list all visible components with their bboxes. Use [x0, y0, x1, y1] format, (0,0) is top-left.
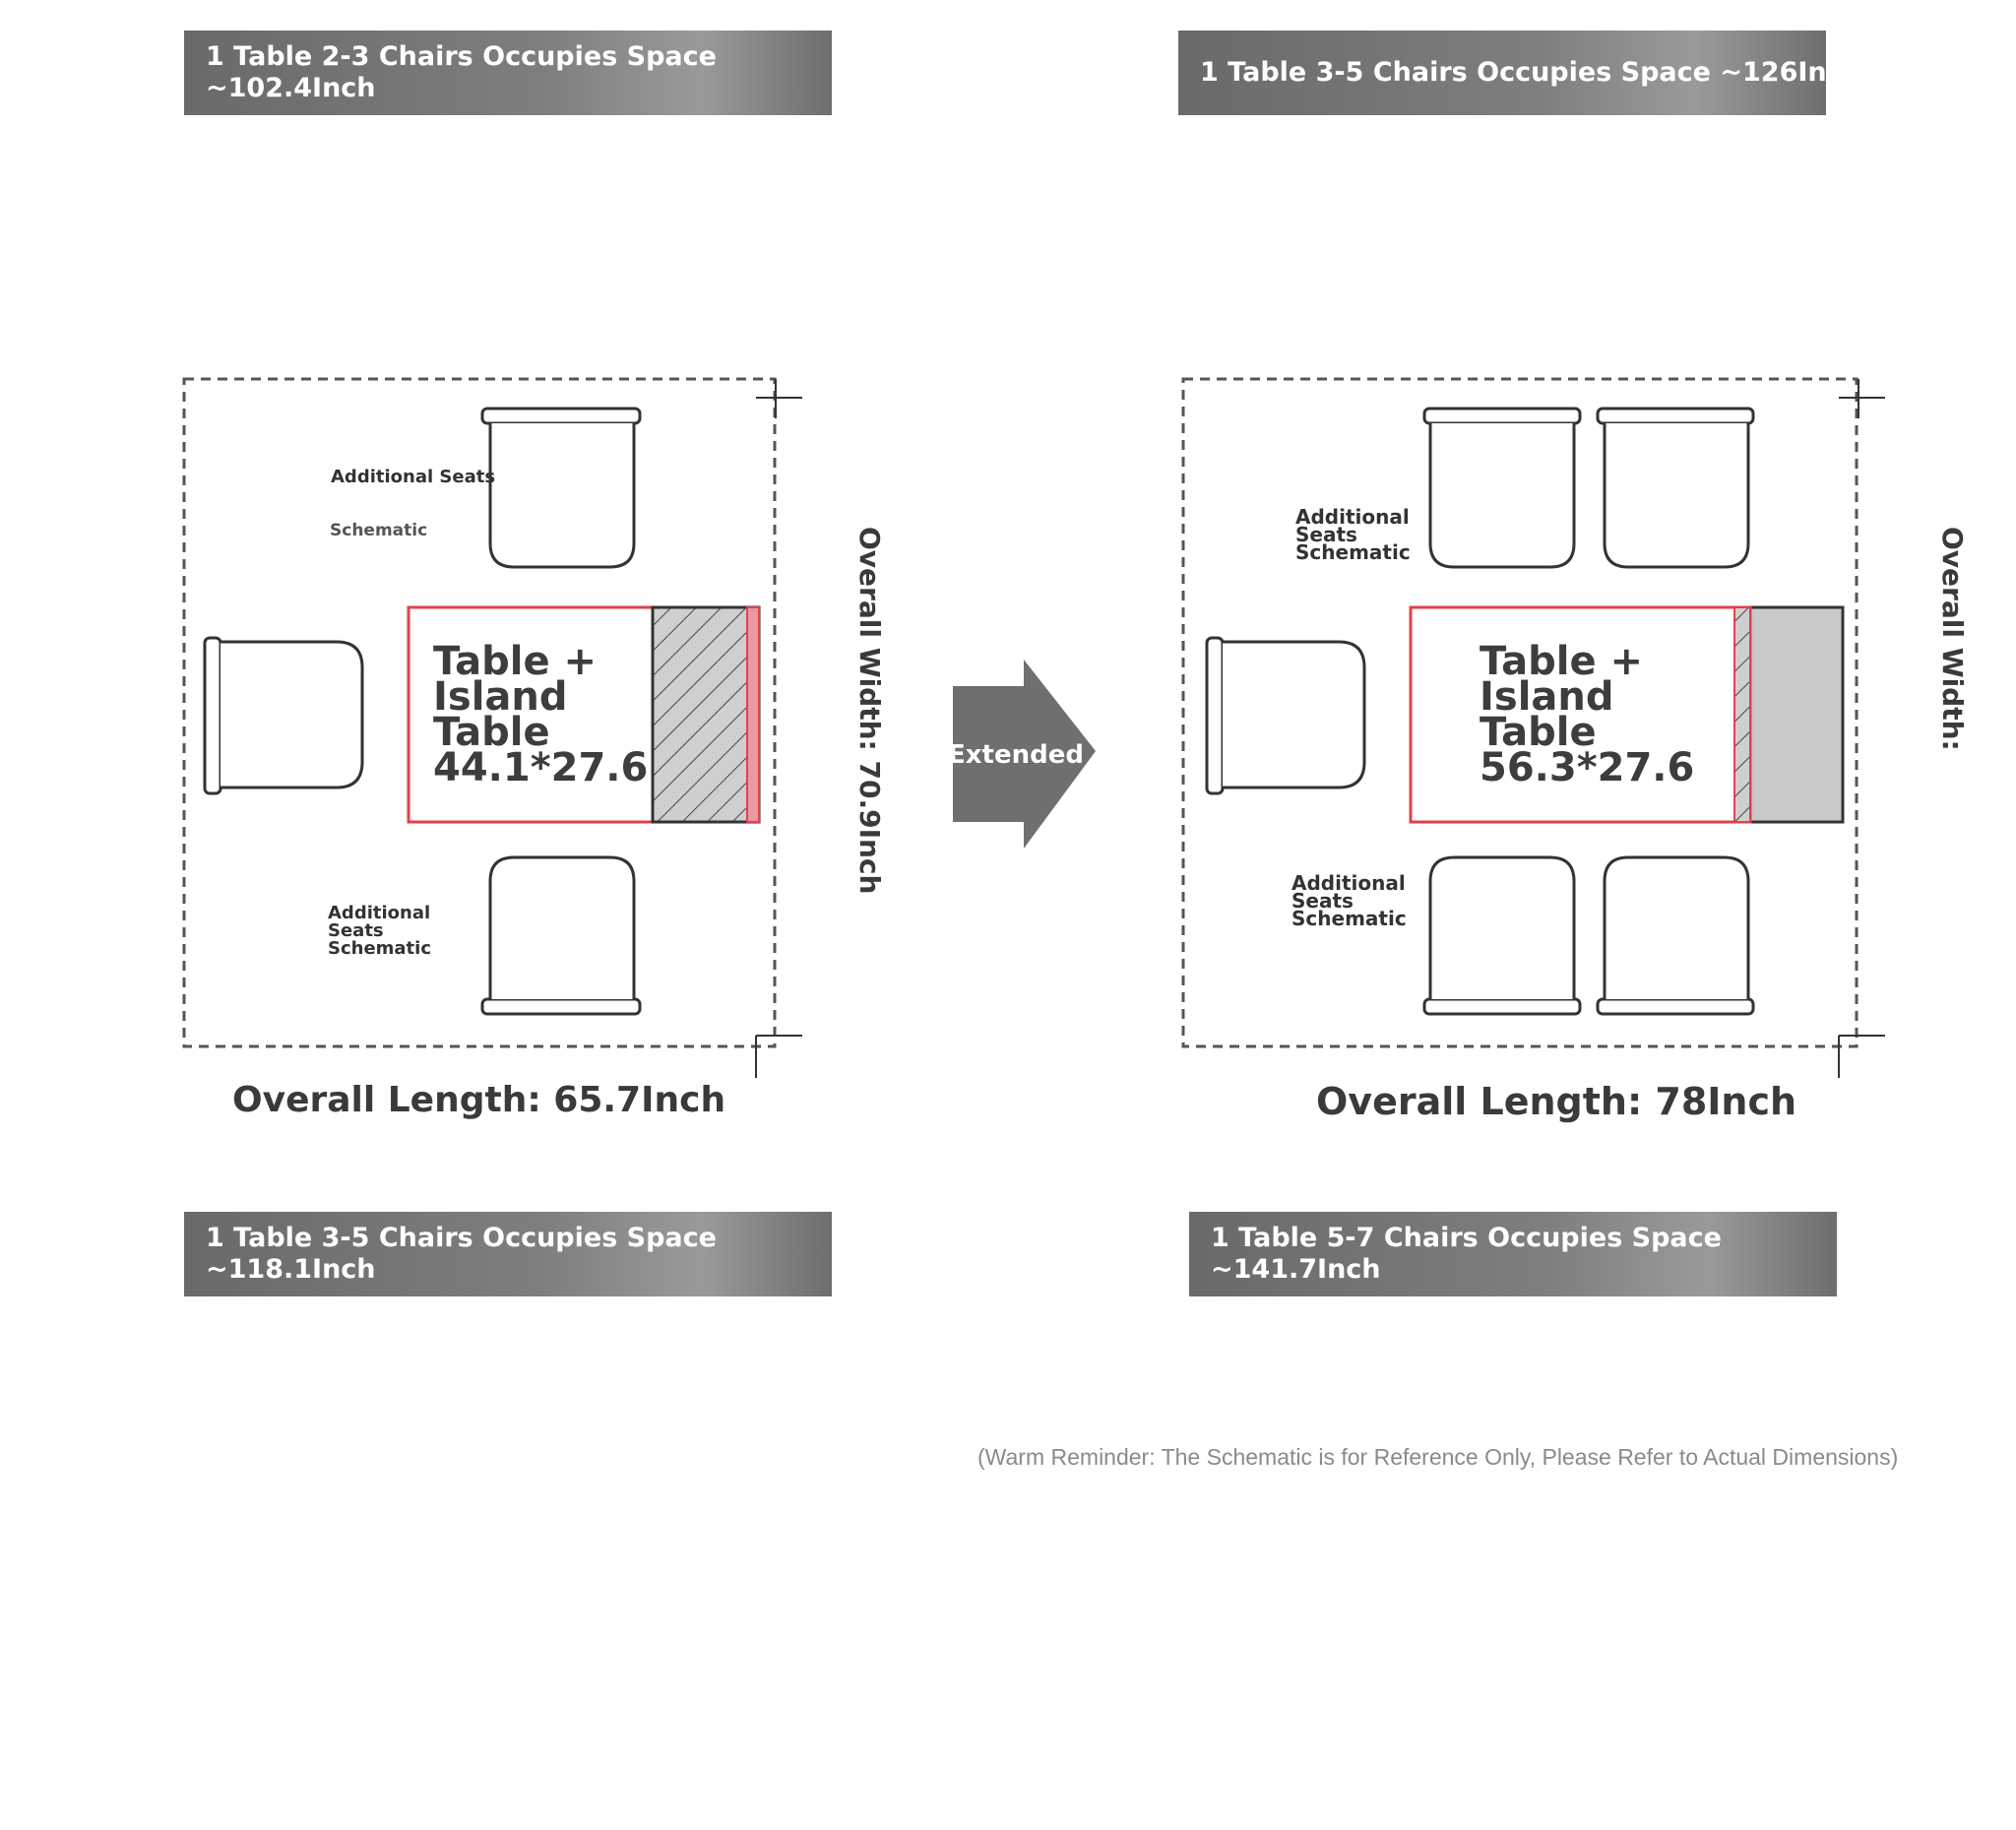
island-extension: [653, 607, 759, 822]
banner-line: ~141.7Inch: [1211, 1254, 1381, 1285]
banner-line: 1 Table 3-5 Chairs Occupies Space: [206, 1223, 717, 1253]
seat-label-bottom: Additional Seats Schematic: [1292, 871, 1407, 930]
chair-bottom-2: [1598, 857, 1753, 1014]
overall-length-label: Overall Length: 65.7Inch: [232, 1080, 726, 1120]
overall-width-label: Overall Width:: [1936, 527, 1969, 751]
chair-top-2: [1598, 409, 1753, 567]
chair-side: [1207, 638, 1364, 793]
chair-top-1: [1424, 409, 1580, 567]
table-label: Table + Island Table 56.3*27.6: [1480, 639, 1695, 790]
table-label: Table + Island Table 44.1*27.6: [433, 639, 649, 790]
dimension-tick: [756, 379, 802, 418]
island-edge: [747, 607, 759, 822]
chair-bottom: [482, 857, 640, 1014]
seat-label-top: Additional Seats Schematic: [1295, 505, 1411, 564]
extended-label: Extended: [948, 740, 1084, 770]
dimension-tick: [1839, 1036, 1885, 1078]
chair-top: [482, 409, 640, 567]
island-joint: [1734, 607, 1750, 822]
banner-line: 1 Table 5-7 Chairs Occupies Space: [1211, 1223, 1722, 1253]
overall-width-label: Overall Width: 70.9Inch: [853, 527, 886, 895]
banner-line: 1 Table 2-3 Chairs Occupies Space: [206, 41, 717, 72]
overall-length-label: Overall Length: 78Inch: [1316, 1080, 1797, 1123]
dimension-tick: [756, 1036, 802, 1078]
banner-line: ~118.1Inch: [206, 1254, 376, 1285]
seat-label-bottom: Additional Seats Schematic: [328, 903, 432, 959]
warm-reminder-note: (Warm Reminder: The Schematic is for Reference Only, Please Refer to Actual Dimensions): [977, 1444, 1899, 1470]
chair-bottom-1: [1424, 857, 1580, 1014]
banner-line: 1 Table 3-5 Chairs Occupies Space ~126Inch: [1200, 57, 1861, 88]
dimension-tick: [1839, 379, 1885, 418]
seat-label: Schematic: [330, 521, 428, 540]
chair-side: [205, 638, 362, 793]
banner-line: ~102.4Inch: [206, 73, 376, 103]
seat-label: Additional Seats: [331, 467, 496, 487]
